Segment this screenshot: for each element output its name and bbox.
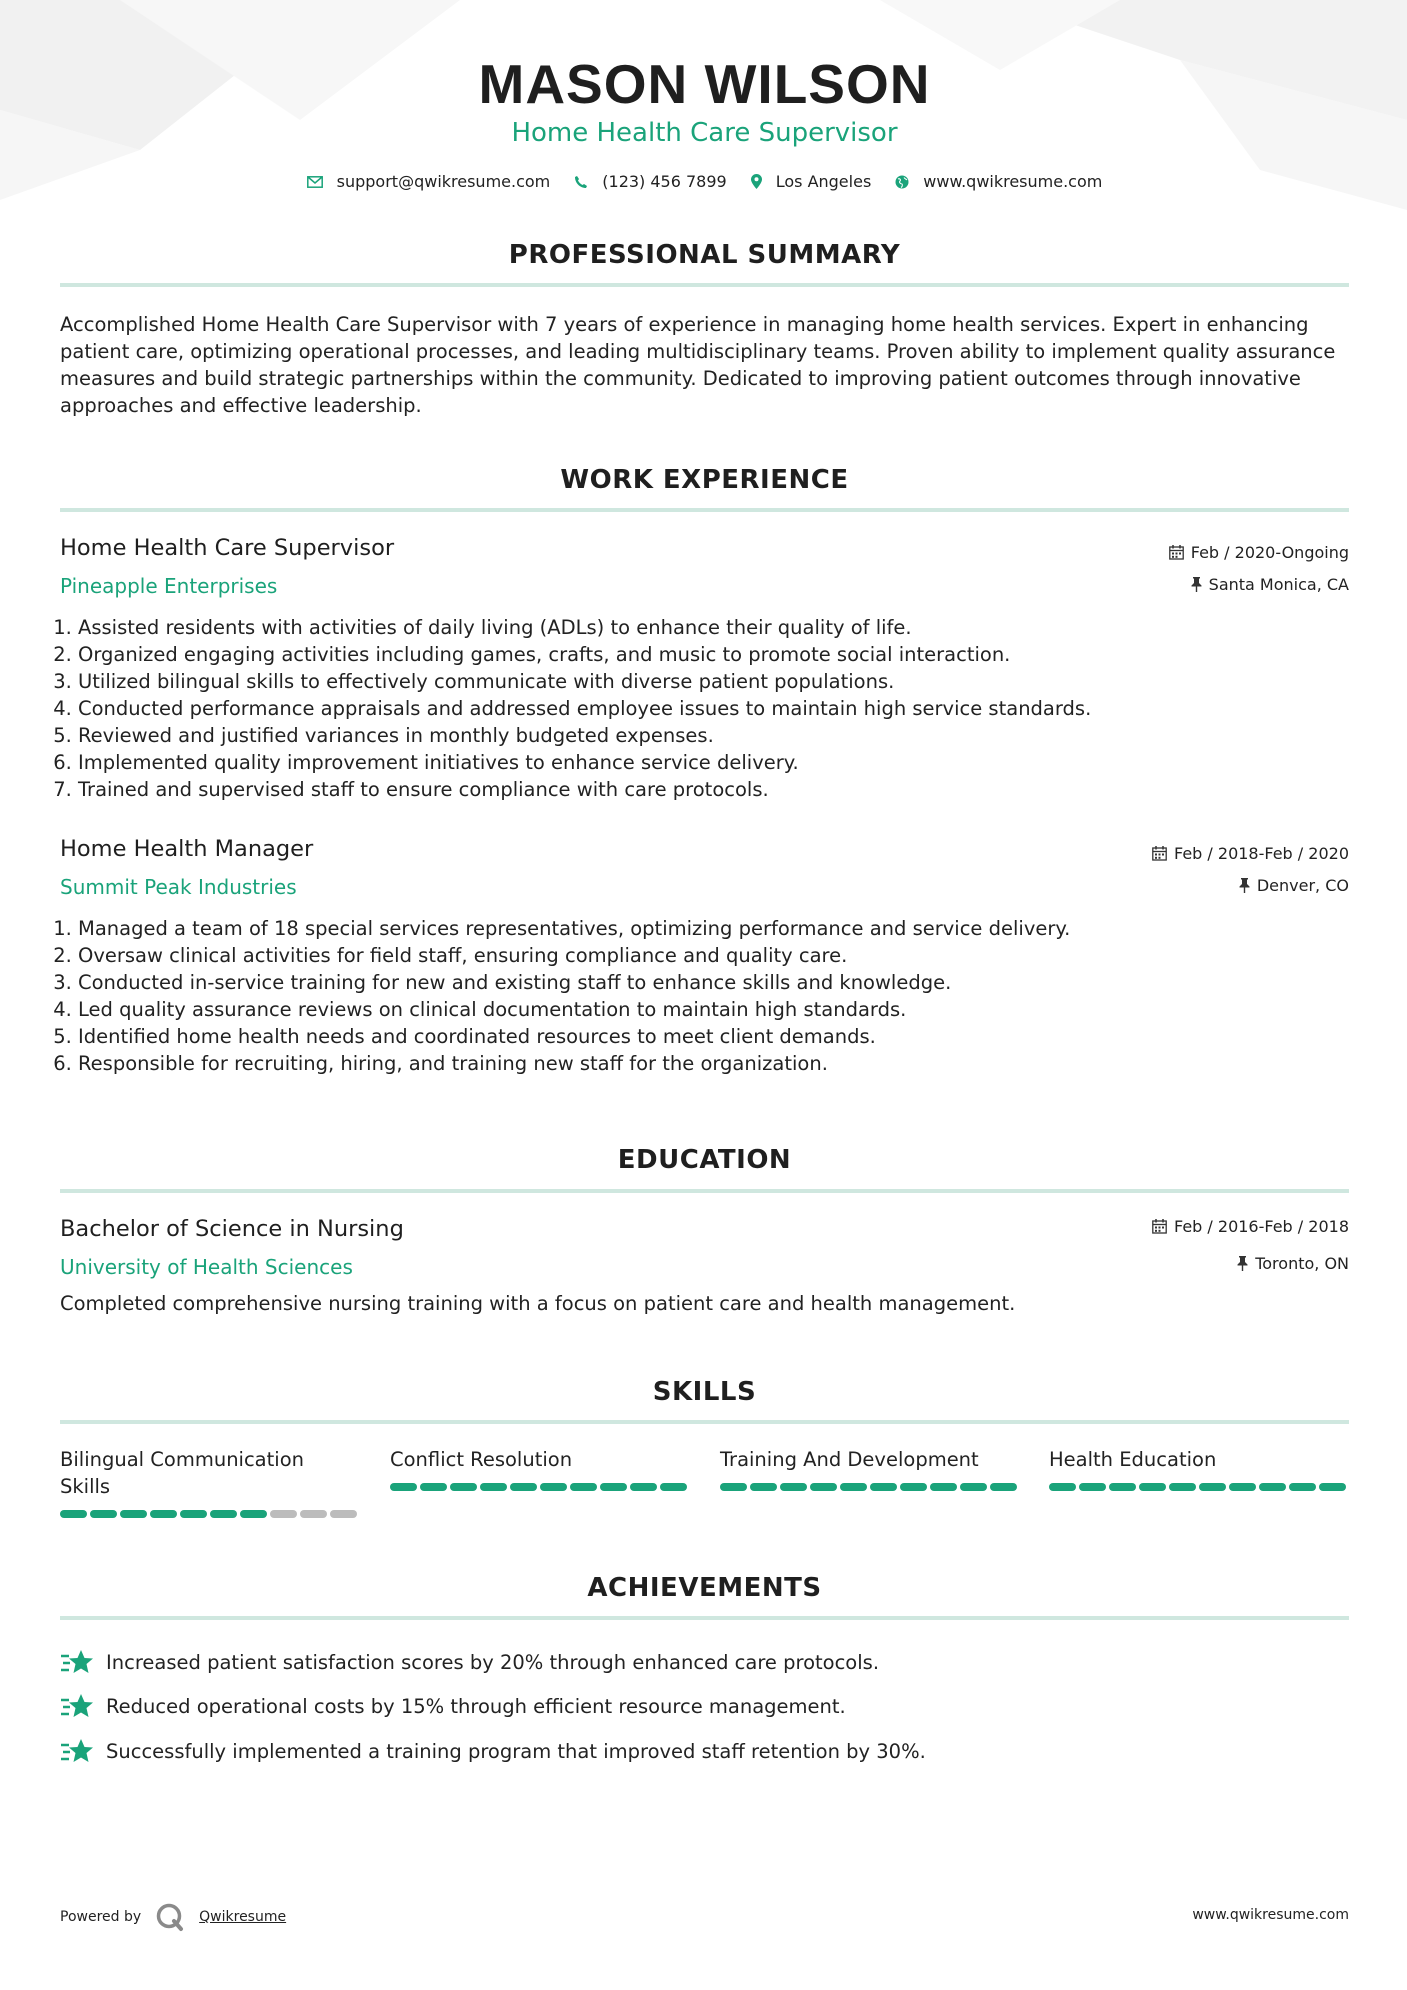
skill-name: Conflict Resolution [390, 1448, 573, 1471]
list-item: 5. Identified home health needs and coordinated resources to meet client demands. [78, 1023, 1348, 1050]
contact-bar [60, 172, 1349, 191]
achievement-text: Successfully implemented a training program that improved staff retention by 30%. [106, 1739, 926, 1763]
list-item: 6. Responsible for recruiting, hiring, and training new staff for the organization. [78, 1050, 1348, 1077]
skill-name: Health Education [1049, 1448, 1217, 1471]
list-item: 4. Led quality assurance reviews on clinical documentation to maintain high standards. [78, 996, 1348, 1023]
skill-name: Training And Development [720, 1448, 979, 1471]
pushpin-icon [1237, 1256, 1248, 1271]
footer-website[interactable]: www.qwikresume.com [1192, 1907, 1349, 1923]
education-heading: EDUCATION [617, 1145, 792, 1175]
star-badge-icon [60, 1736, 94, 1766]
skill-segment-filled [990, 1483, 1017, 1491]
skill-segment-filled [960, 1483, 987, 1491]
skill-item [60, 1446, 360, 1518]
skill-segment-filled [210, 1510, 237, 1518]
contact-phone[interactable] [574, 172, 726, 191]
skill-segment-filled [780, 1483, 807, 1491]
skills-divider [60, 1420, 1349, 1424]
list-item: 6. Implemented quality improvement initiatives to enhance service delivery. [78, 749, 1348, 776]
list-item: 3. Utilized bilingual skills to effectively communicate with diverse patient populations. [78, 668, 1348, 695]
skill-segment-filled [240, 1510, 267, 1518]
job-location [1239, 876, 1349, 895]
candidate-title: Home Health Care Supervisor [511, 118, 898, 148]
list-item: 5. Reviewed and justified variances in monthly budgeted expenses. [78, 722, 1348, 749]
phone-text: (123) 456 7899 [602, 172, 727, 191]
degree-title: Bachelor of Science in Nursing [60, 1216, 404, 1242]
skill-segment-filled [1199, 1483, 1226, 1491]
contact-email[interactable] [307, 172, 551, 191]
skill-segment-filled [420, 1483, 447, 1491]
skill-segment-filled [1079, 1483, 1106, 1491]
skill-segment-filled [1139, 1483, 1166, 1491]
contact-location [751, 172, 872, 191]
skill-segment-filled [1169, 1483, 1196, 1491]
job-dates-text: Feb / 2020-Ongoing [1190, 543, 1349, 562]
skill-segment-filled [90, 1510, 117, 1518]
skill-segment-empty [300, 1510, 327, 1518]
education-dates [1152, 1217, 1349, 1236]
pushpin-icon [1191, 577, 1202, 592]
skill-segment-filled [930, 1483, 957, 1491]
star-badge-icon [60, 1691, 94, 1721]
job-company: Pineapple Enterprises [60, 574, 278, 598]
achievement-item [60, 1691, 846, 1721]
skill-segment-filled [570, 1483, 597, 1491]
job-bullets [60, 915, 1348, 1077]
skill-segment-empty [270, 1510, 297, 1518]
skill-segment-filled [870, 1483, 897, 1491]
education-location-text: Toronto, ON [1255, 1254, 1349, 1273]
skill-segment-filled [480, 1483, 507, 1491]
skill-segment-filled [150, 1510, 177, 1518]
skill-segment-filled [810, 1483, 837, 1491]
calendar-icon [1169, 545, 1184, 560]
contact-website[interactable] [895, 172, 1102, 191]
list-item: 2. Organized engaging activities including games, crafts, and music to promote social interaction. [78, 641, 1348, 668]
achievements-divider [60, 1616, 1349, 1620]
skill-segment-filled [180, 1510, 207, 1518]
footer-powered-by [60, 1902, 286, 1932]
list-item: 4. Conducted performance appraisals and addressed employee issues to maintain high service standards. [78, 695, 1348, 722]
skill-segment-filled [1049, 1483, 1076, 1491]
skills-heading: SKILLS [652, 1377, 757, 1407]
experience-heading: WORK EXPERIENCE [560, 465, 849, 495]
summary-heading: PROFESSIONAL SUMMARY [508, 240, 901, 270]
skill-segment-empty [330, 1510, 357, 1518]
skill-segment-filled [900, 1483, 927, 1491]
skill-name: Bilingual Communication Skills [60, 1448, 304, 1498]
list-item: 7. Trained and supervised staff to ensure compliance with care protocols. [78, 776, 1348, 803]
calendar-icon [1152, 1219, 1167, 1234]
job-location [1191, 575, 1349, 594]
list-item: 3. Conducted in-service training for new and existing staff to enhance skills and knowledge. [78, 969, 1348, 996]
education-divider [60, 1189, 1349, 1193]
achievement-item [60, 1647, 879, 1677]
skill-segment-filled [1109, 1483, 1136, 1491]
list-item: 1. Assisted residents with activities of daily living (ADLs) to enhance their quality of life. [78, 614, 1348, 641]
globe-icon [895, 175, 909, 189]
skill-segment-filled [390, 1483, 417, 1491]
education-description: Completed comprehensive nursing training with a focus on patient care and health management. [60, 1292, 1016, 1315]
calendar-icon [1152, 846, 1167, 861]
skill-segment-filled [1319, 1483, 1346, 1491]
school-name: University of Health Sciences [60, 1255, 353, 1279]
experience-divider [60, 508, 1349, 512]
achievement-text: Increased patient satisfaction scores by 20% through enhanced care protocols. [106, 1650, 880, 1674]
powered-by-label: Powered by [60, 1909, 142, 1925]
summary-text: Accomplished Home Health Care Supervisor with 7 years of experience in managing home health services. Expert in enhancing patient care, optimizing operational processes, and leading multidisciplinary teams. Proven ability to implement quality assurance measures and build strategic partnerships within the community. Dedicated to improving patient outcomes through innovative approaches and effective leadership. [60, 313, 1336, 417]
candidate-name: MASON WILSON [478, 53, 931, 115]
qwikresume-logo-icon [155, 1902, 185, 1932]
achievement-item [60, 1736, 926, 1766]
skill-segment-filled [1259, 1483, 1286, 1491]
achievements-heading: ACHIEVEMENTS [587, 1573, 822, 1603]
skill-segment-filled [750, 1483, 777, 1491]
skill-segment-filled [660, 1483, 687, 1491]
skill-segment-filled [600, 1483, 627, 1491]
job-location-text: Denver, CO [1256, 876, 1349, 895]
job-dates [1169, 543, 1349, 562]
skill-segment-filled [450, 1483, 477, 1491]
email-text: support@qwikresume.com [336, 172, 551, 191]
skill-level-bar [390, 1483, 690, 1491]
skill-segment-filled [840, 1483, 867, 1491]
envelope-icon [307, 176, 323, 188]
phone-icon [574, 175, 588, 189]
skill-level-bar [1049, 1483, 1349, 1491]
job-title: Home Health Manager [60, 836, 314, 862]
skill-item [720, 1446, 1020, 1491]
website-text: www.qwikresume.com [923, 172, 1103, 191]
skill-item [390, 1446, 690, 1491]
skill-segment-filled [120, 1510, 147, 1518]
location-text: Los Angeles [775, 172, 872, 191]
skill-level-bar [720, 1483, 1020, 1491]
achievement-text: Reduced operational costs by 15% through efficient resource management. [106, 1694, 846, 1718]
skill-segment-filled [540, 1483, 567, 1491]
job-company: Summit Peak Industries [60, 875, 297, 899]
skill-segment-filled [1229, 1483, 1256, 1491]
skill-level-bar [60, 1510, 360, 1518]
job-title: Home Health Care Supervisor [60, 535, 395, 561]
education-location [1237, 1254, 1349, 1273]
skill-segment-filled [1289, 1483, 1316, 1491]
skill-segment-filled [630, 1483, 657, 1491]
map-pin-icon [751, 174, 762, 189]
job-bullets [60, 614, 1348, 803]
brand-link[interactable]: Qwikresume [199, 1909, 287, 1925]
star-badge-icon [60, 1647, 94, 1677]
job-dates [1152, 844, 1349, 863]
skill-segment-filled [510, 1483, 537, 1491]
list-item: 2. Oversaw clinical activities for field staff, ensuring compliance and quality care. [78, 942, 1348, 969]
skill-item [1049, 1446, 1349, 1491]
pushpin-icon [1239, 878, 1250, 893]
skill-segment-filled [60, 1510, 87, 1518]
job-dates-text: Feb / 2018-Feb / 2020 [1174, 844, 1349, 863]
summary-divider [60, 283, 1349, 287]
skill-segment-filled [720, 1483, 747, 1491]
list-item: 1. Managed a team of 18 special services representatives, optimizing performance and service delivery. [78, 915, 1348, 942]
job-location-text: Santa Monica, CA [1208, 575, 1349, 594]
education-dates-text: Feb / 2016-Feb / 2018 [1174, 1217, 1349, 1236]
